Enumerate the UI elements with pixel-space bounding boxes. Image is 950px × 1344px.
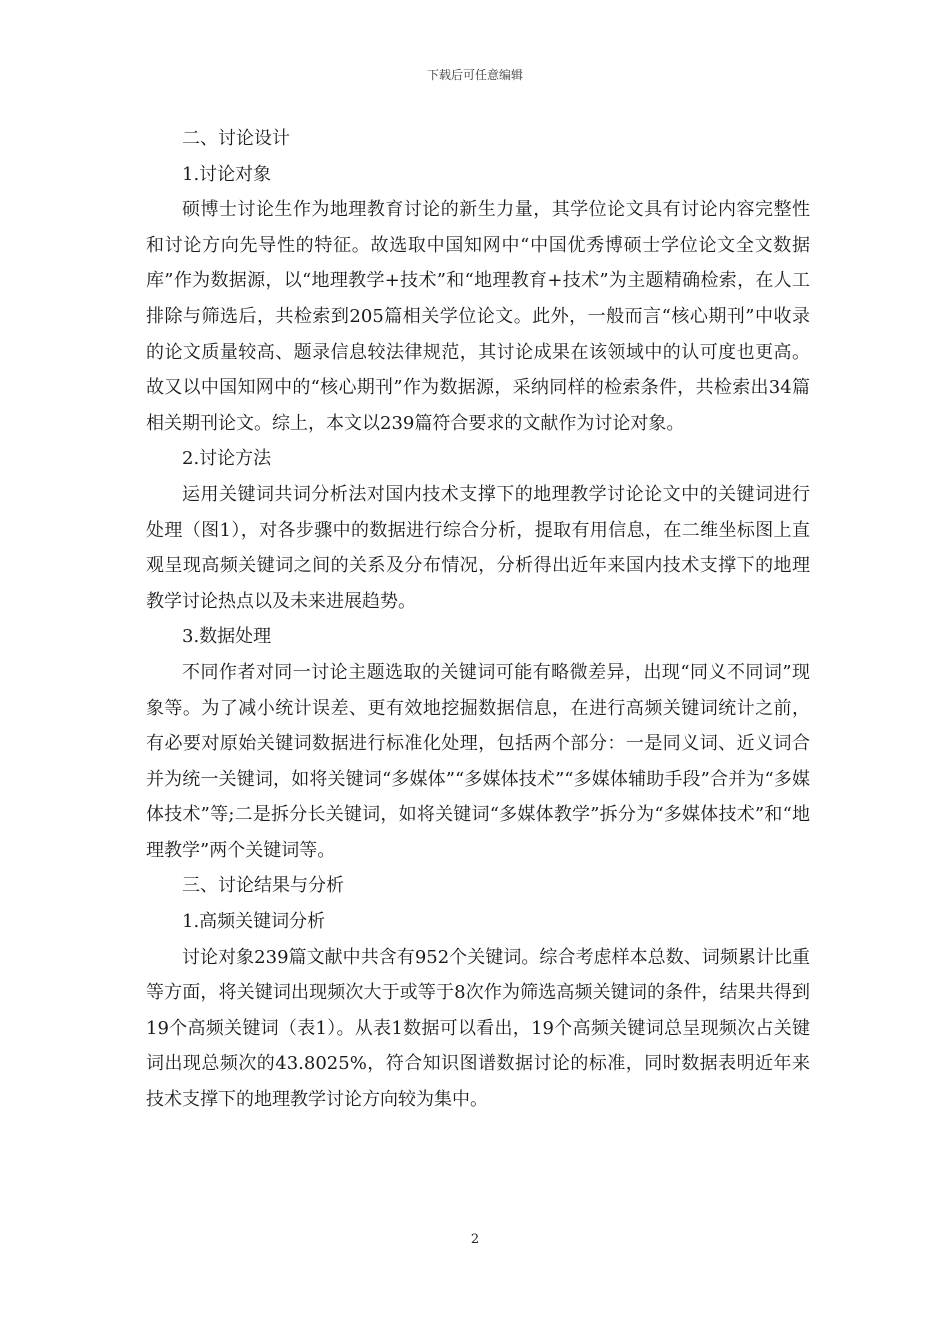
subsection-heading-keyword-analysis: 1.高频关键词分析: [182, 911, 326, 933]
page-number: 2: [470, 1232, 480, 1247]
section-heading-design: 二、讨论设计: [182, 128, 290, 149]
paragraph-method: 运用关键词共词分析法对国内技术支撑下的地理教学讨论论文中的关键词进行处理（图1），对各步骤中的数据进行综合分析，提取有用信息，在二维坐标图上直观呈现高频关键词之间的关系及分布情况，分析得出近年来国内技术支撑下的地理教学讨论热点以及未来进展趋势。: [146, 483, 810, 612]
subsection-heading-data-processing: 3.数据处理: [182, 626, 272, 648]
section-heading-results: 三、讨论结果与分析: [182, 875, 344, 897]
paragraph-object: 硕博士讨论生作为地理教育讨论的新生力量，其学位论文具有讨论内容完整性和讨论方向先导性的特征。故选取中国知网中“中国优秀博硕士学位论文全文数据库”作为数据源，以“地理教学+技术”和“地理教育+技术”为主题精确检索，在人工排除与筛选后，共检索到205篇相关学位论文。此外，一般而言“核心期刊”中收录的论文质量较高、题录信息较法律规范，其讨论成果在该领域中的认可度也更高。故又以中国知网中的“核心期刊”作为数据源，采纳同样的检索条件，共检索出34篇相关期刊论文。综上，本文以239篇符合要求的文献作为讨论对象。: [146, 199, 810, 434]
paragraph-data-processing: 不同作者对同一讨论主题选取的关键词可能有略微差异，出现“同义不同词”现象等。为了减小统计误差、更有效地挖掘数据信息，在进行高频关键词统计之前，有必要对原始关键词数据进行标准化处理，包括两个部分：一是同义词、近义词合并为统一关键词，如将关键词“多媒体”“多媒体技术”“多媒体辅助手段”合并为“多媒体技术”等;二是拆分长关键词，如将关键词“多媒体教学”拆分为“多媒体技术”和“地理教学”两个关键词等。: [146, 661, 810, 861]
subsection-heading-object: 1.讨论对象: [182, 163, 272, 185]
subsection-heading-method: 2.讨论方法: [182, 448, 272, 470]
document-body: [146, 121, 810, 1118]
paragraph-keyword-analysis: 讨论对象239篇文献中共含有952个关键词。综合考虑样本总数、词频累计比重等方面，将关键词出现频次大于或等于8次作为筛选高频关键词的条件，结果共得到19个高频关键词（表1）。从表1数据可以看出，19个高频关键词总呈现频次占关键词出现总频次的43.8025%，符合知识图谱数据讨论的标准，同时数据表明近年来技术支撑下的地理教学讨论方向较为集中。: [146, 946, 810, 1111]
page-header: 下载后可任意编辑: [426, 68, 523, 82]
